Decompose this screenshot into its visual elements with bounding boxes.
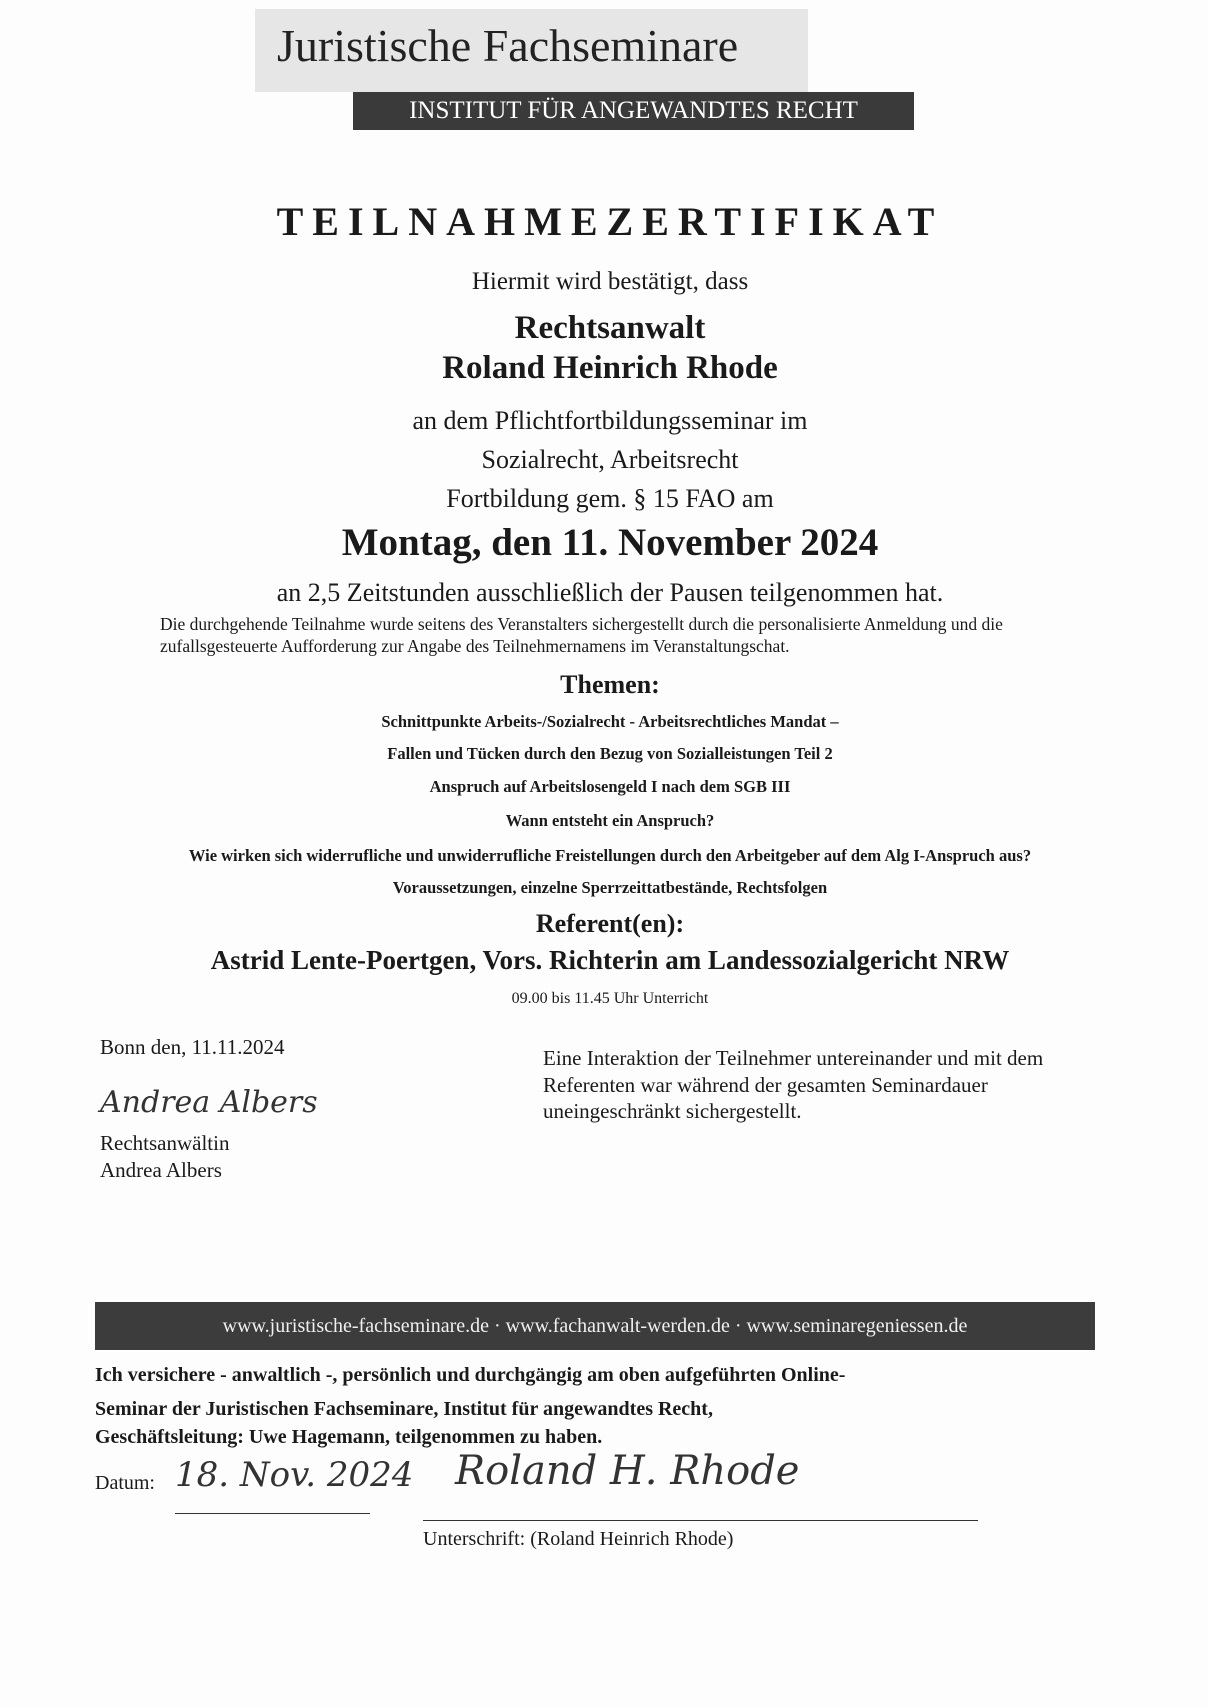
signature-line bbox=[423, 1520, 978, 1521]
signer-signature: Andrea Albers bbox=[100, 1085, 318, 1120]
time-text: 09.00 bis 11.45 Uhr Unterricht bbox=[511, 990, 709, 1007]
logo bbox=[255, 9, 808, 92]
theme-item: Wie wirken sich widerrufliche und unwiderrufliche Freistellungen durch den Arbeitgeber auf dem Alg I-Anspruch aus? bbox=[188, 846, 1032, 865]
signer-title: Rechtsanwältin bbox=[100, 1131, 230, 1155]
declaration-line: Geschäftsleitung: Uwe Hagemann, teilgenommen zu haben. bbox=[95, 1426, 603, 1448]
interaction-line: uneingeschränkt sichergestellt. bbox=[543, 1099, 802, 1123]
interaction-line: Eine Interaktion der Teilnehmer untereinander und mit dem bbox=[543, 1046, 1044, 1070]
theme-item: Schnittpunkte Arbeits-/Sozialrecht - Arbeitsrechtliches Mandat – bbox=[381, 712, 839, 731]
theme-item: Anspruch auf Arbeitslosengeld I nach dem SGB III bbox=[429, 777, 791, 796]
signature-label: Unterschrift: (Roland Heinrich Rhode) bbox=[423, 1528, 734, 1550]
hours-text: an 2,5 Zeitstunden ausschließlich der Pausen teilgenommen hat. bbox=[276, 578, 944, 607]
certificate-title: TEILNAHMEZERTIFIKAT bbox=[276, 199, 944, 244]
participant-signature: Roland H. Rhode bbox=[455, 1448, 800, 1494]
theme-item: Wann entsteht ein Anspruch? bbox=[505, 811, 715, 830]
theme-item: Voraussetzungen, einzelne Sperrzeittatbestände, Rechtsfolgen bbox=[392, 878, 828, 897]
seminar-line: an dem Pflichtfortbildungsseminar im bbox=[412, 406, 808, 435]
logo-subtitle: INSTITUT FÜR ANGEWANDTES RECHT bbox=[353, 92, 914, 130]
datum-label: Datum: bbox=[95, 1472, 155, 1494]
declaration-line: Ich versichere - anwaltlich -, persönlich und durchgängig am oben aufgeführten Online- bbox=[95, 1364, 846, 1386]
interaction-line: Referenten war während der gesamten Seminardauer bbox=[543, 1073, 988, 1097]
footer-links-bar: www.juristische-fachseminare.de · www.fachanwalt-werden.de · www.seminaregeniessen.de bbox=[95, 1302, 1095, 1350]
participant-name: Roland Heinrich Rhode bbox=[442, 350, 778, 386]
signer-name: Andrea Albers bbox=[100, 1158, 222, 1182]
logo-title: Juristische Fachseminare bbox=[277, 20, 739, 71]
place-date: Bonn den, 11.11.2024 bbox=[100, 1035, 285, 1059]
referent-name: Astrid Lente-Poertgen, Vors. Richterin am Landessozialgericht NRW bbox=[210, 945, 1010, 975]
seminar-date: Montag, den 11. November 2024 bbox=[341, 521, 879, 564]
theme-item: Fallen und Tücken durch den Bezug von Sozialleistungen Teil 2 bbox=[387, 744, 833, 763]
intro-text: Hiermit wird bestätigt, dass bbox=[471, 268, 749, 295]
note-line: zufallsgesteuerte Aufforderung zur Angabe des Teilnehmernamens im Veranstaltungschat. bbox=[160, 636, 790, 656]
participant-title: Rechtsanwalt bbox=[514, 310, 706, 346]
datum-value: 18. Nov. 2024 bbox=[175, 1455, 414, 1495]
datum-line bbox=[175, 1513, 370, 1514]
seminar-line: Sozialrecht, Arbeitsrecht bbox=[481, 445, 739, 474]
referent-heading: Referent(en): bbox=[535, 909, 685, 938]
themes-heading: Themen: bbox=[560, 670, 660, 699]
note-line: Die durchgehende Teilnahme wurde seitens des Veranstalters sichergestellt durch die personalisierte Anmeldung und die bbox=[160, 614, 1003, 634]
seminar-line: Fortbildung gem. § 15 FAO am bbox=[446, 484, 774, 513]
declaration-line: Seminar der Juristischen Fachseminare, Institut für angewandtes Recht, bbox=[95, 1398, 713, 1420]
